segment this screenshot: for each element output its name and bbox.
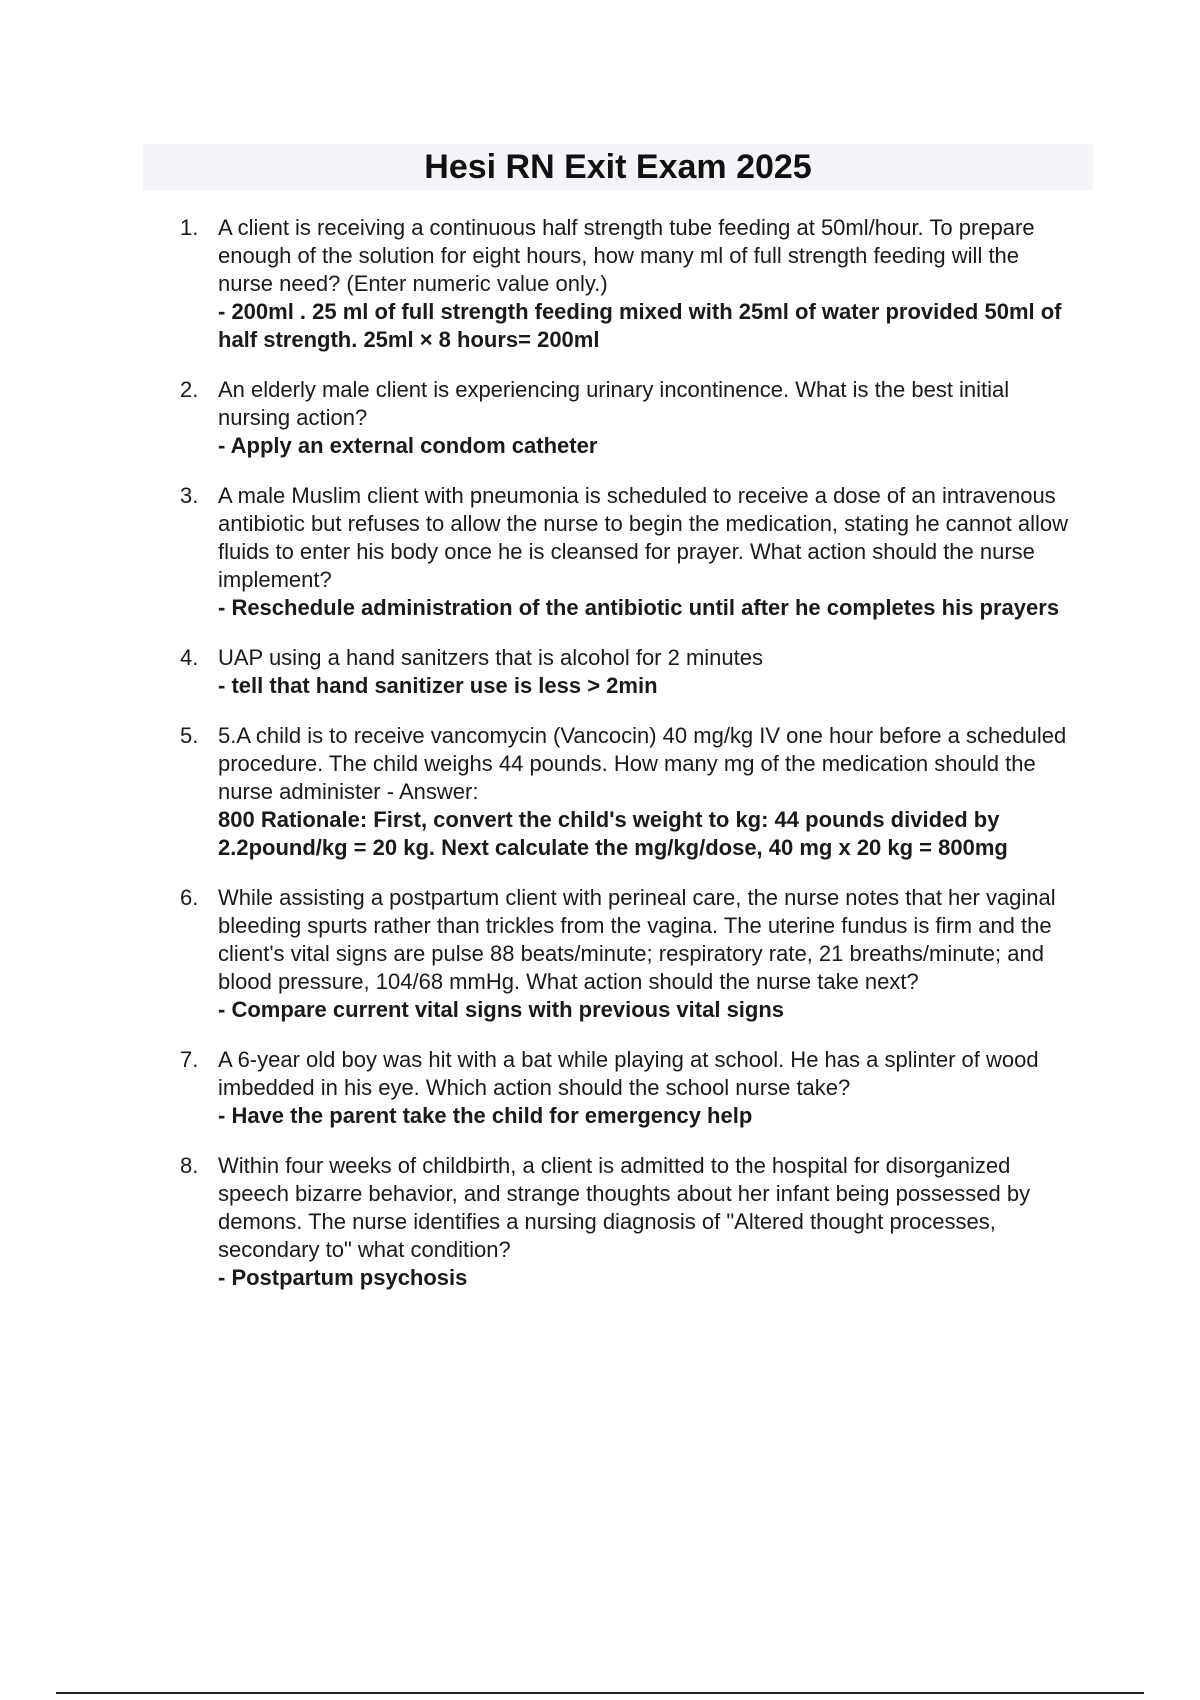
- question-answer: - tell that hand sanitizer use is less > 2min: [218, 673, 658, 698]
- question-answer: - Reschedule administration of the antibiotic until after he completes his prayers: [218, 595, 1060, 620]
- question-item-6: [180, 884, 1080, 1024]
- question-item-5: [180, 722, 1080, 862]
- question-number: 6.: [180, 885, 199, 910]
- question-answer: - Apply an external condom catheter: [218, 433, 598, 458]
- document-title: Hesi RN Exit Exam 2025: [424, 148, 812, 186]
- question-number: 8.: [180, 1153, 199, 1178]
- question-item-2: [180, 376, 1080, 460]
- question-number: 3.: [180, 483, 199, 508]
- question-answer: - Postpartum psychosis: [218, 1265, 468, 1290]
- question-item-3: [180, 482, 1080, 622]
- question-text: A client is receiving a continuous half strength tube feeding at 50ml/hour. To prepare enough of the solution for eight hours, how many ml of full strength feeding will the nurse need? (Enter numeric value only.): [218, 215, 1035, 296]
- question-text: 5.A child is to receive vancomycin (Vancocin) 40 mg/kg IV one hour before a scheduled procedure. The child weighs 44 pounds. How many mg of the medication should the nurse administer - Answer:: [218, 723, 1067, 804]
- question-answer: 800 Rationale: First, convert the child's weight to kg: 44 pounds divided by 2.2pound/kg = 20 kg. Next calculate the mg/kg/dose, 40 mg x 20 kg = 800mg: [218, 807, 1008, 860]
- question-number: 4.: [180, 645, 199, 670]
- question-answer: - Compare current vital signs with previous vital signs: [218, 997, 785, 1022]
- question-text: While assisting a postpartum client with perineal care, the nurse notes that her vaginal bleeding spurts rather than trickles from the vagina. The uterine fundus is firm and the client's vital signs are pulse 88 beats/minute; respiratory rate, 21 breaths/minute; and blood pressure, 104/68 mmHg. What action should the nurse take next?: [218, 885, 1056, 994]
- question-text: UAP using a hand sanitzers that is alcohol for 2 minutes: [218, 645, 764, 670]
- question-text: A 6-year old boy was hit with a bat while playing at school. He has a splinter of wood imbedded in his eye. Which action should the school nurse take?: [218, 1047, 1039, 1100]
- question-answer: - Have the parent take the child for emergency help: [218, 1103, 753, 1128]
- question-item-1: [180, 214, 1080, 354]
- question-number: 2.: [180, 377, 199, 402]
- question-text: Within four weeks of childbirth, a client is admitted to the hospital for disorganized speech bizarre behavior, and strange thoughts about her infant being possessed by demons. The nurse identifies a nursing diagnosis of "Altered thought processes, secondary to" what condition?: [218, 1153, 1031, 1262]
- question-item-7: [180, 1046, 1080, 1130]
- question-list: [180, 214, 1080, 1314]
- question-item-4: [180, 644, 1080, 700]
- question-text: A male Muslim client with pneumonia is scheduled to receive a dose of an intravenous antibiotic but refuses to allow the nurse to begin the medication, stating he cannot allow fluids to enter his body once he is cleansed for prayer. What action should the nurse implement?: [218, 483, 1068, 592]
- question-item-8: [180, 1152, 1080, 1292]
- bottom-divider: [56, 1692, 1144, 1694]
- question-number: 7.: [180, 1047, 199, 1072]
- question-number: 1.: [180, 215, 199, 240]
- question-answer: - 200ml . 25 ml of full strength feeding mixed with 25ml of water provided 50ml of half strength. 25ml × 8 hours= 200ml: [218, 299, 1062, 352]
- question-number: 5.: [180, 723, 199, 748]
- question-text: An elderly male client is experiencing urinary incontinence. What is the best initial nursing action?: [218, 377, 1010, 430]
